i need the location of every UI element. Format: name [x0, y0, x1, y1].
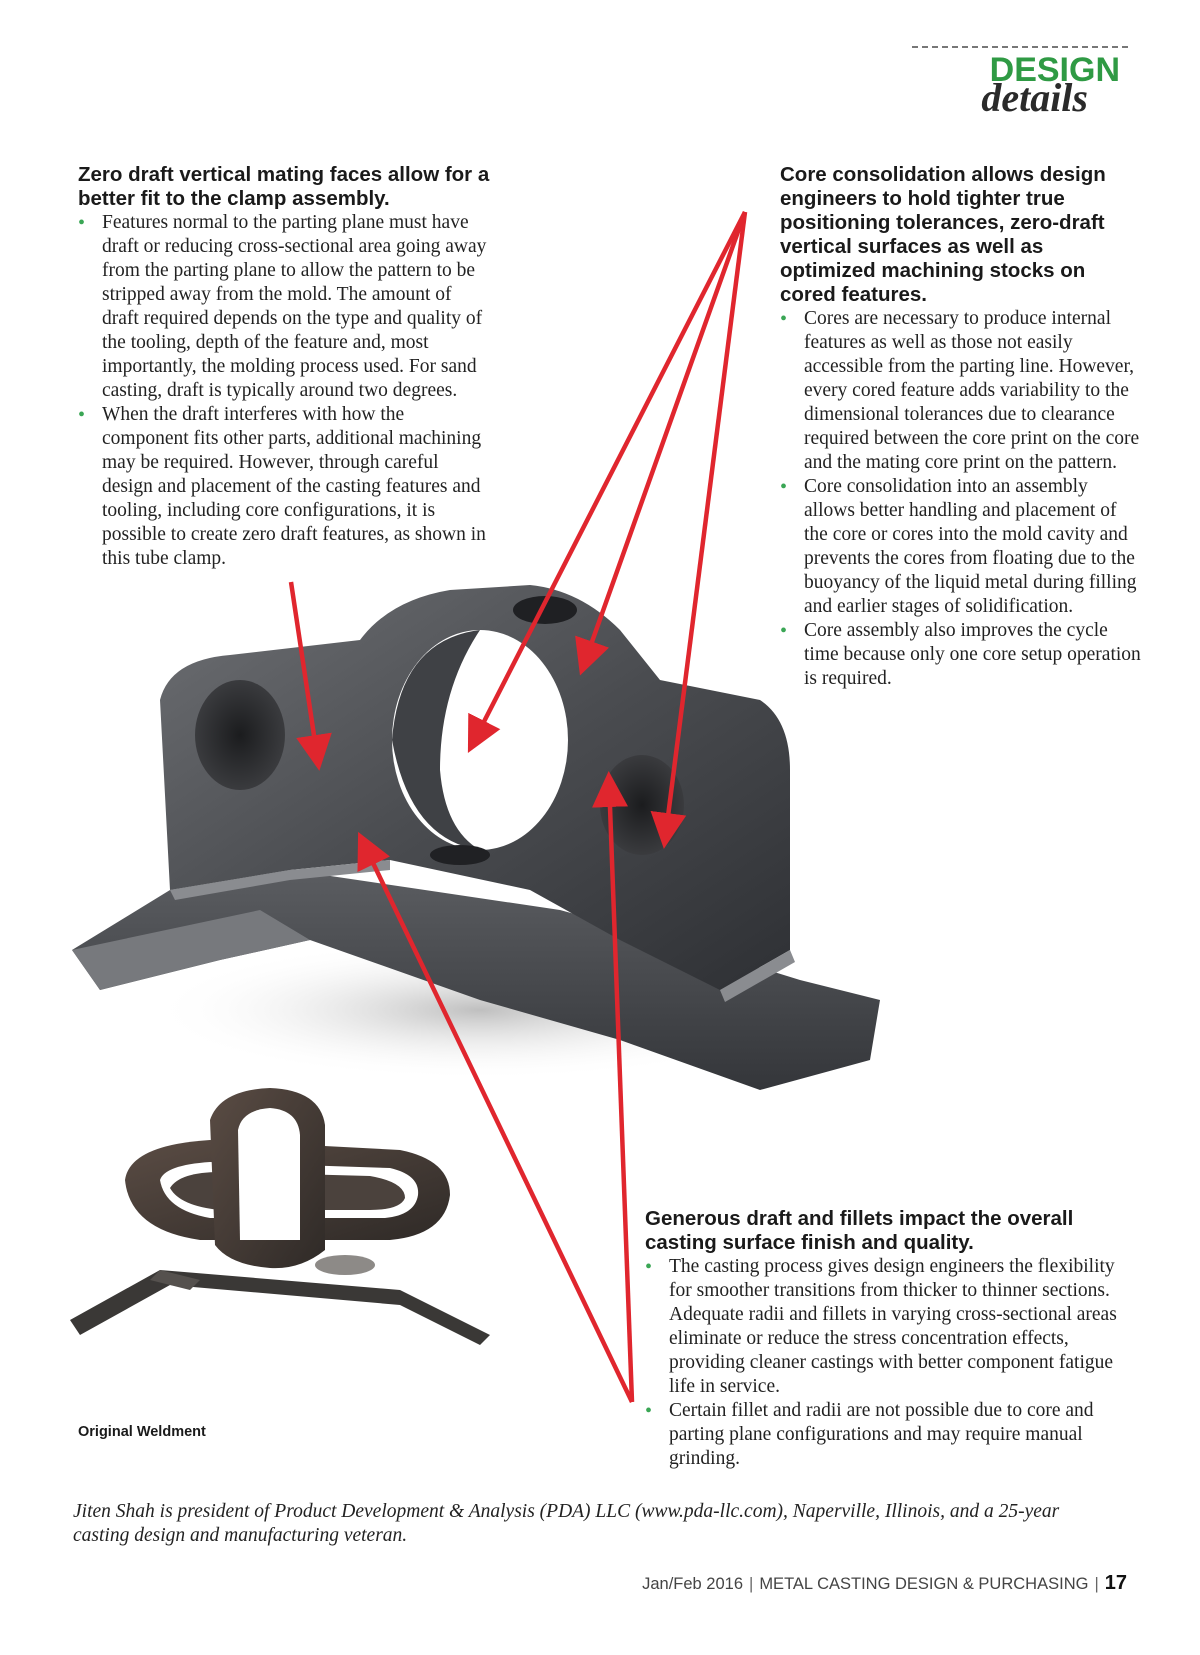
arrow-core-1	[472, 212, 745, 745]
bullet-dot: •	[780, 476, 788, 498]
list-item: • Features normal to the parting plane must have draft or reducing cross-sectional area going away from the parting plane to allow the pattern to be stripped away from the mold. The amount of draft required depends on the type and quality of the tooling, depth of the feature and, most importantly, the molding process used. For sand casting, draft is typically around two degrees.	[78, 212, 487, 401]
weldment-caption: Original Weldment	[78, 1424, 206, 1440]
draft-fillets-section	[645, 1207, 1125, 1471]
core-consolidation-bullets	[780, 307, 1142, 691]
list-item: • Cores are necessary to produce internal features as well as those not easily accessible from the parting line. However, every cored feature adds variability to the dimensional tolerances due to clearance required between the core print on the core and the mating core print on the pattern.	[780, 308, 1140, 473]
arrow-core-3	[665, 212, 745, 840]
core-consolidation-section	[780, 163, 1142, 691]
arrow-core-2	[583, 212, 745, 667]
zero-draft-heading: Zero draft vertical mating faces allow for a better fit to the clamp assembly.	[78, 163, 490, 210]
bullet-dot: •	[78, 404, 86, 426]
list-item: • Core assembly also improves the cycle time because only one core setup operation is required.	[780, 620, 1141, 689]
bullet-dot: •	[645, 1256, 653, 1278]
bullet-dot: •	[780, 620, 788, 642]
bullet-dot: •	[645, 1400, 653, 1422]
footer-separator: |	[749, 1575, 754, 1593]
bullet-dot: •	[780, 308, 788, 330]
list-item: • The casting process gives design engineers the flexibility for smoother transitions from thicker to thinner sections. Adequate radii and fillets in varying cross-sectional areas eliminate or reduce the stress concentration effects, providing cleaner castings with better component fatigue life in service.	[645, 1256, 1117, 1397]
list-item: • When the draft interferes with how the component fits other parts, additional machining may be required. However, through careful design and placement of the casting features and tooling, including core configurations, it is possible to create zero draft features, as shown in this tube clamp.	[78, 404, 486, 569]
section-logo-design: DESIGN	[989, 51, 1120, 89]
author-byline: Jiten Shah is president of Product Development & Analysis (PDA) LLC (www.pda-llc.com), Naperville, Illinois, and a 25-year casting design and manufacturing veteran.	[73, 1501, 1060, 1546]
bullet-dot: •	[78, 212, 86, 234]
section-logo-details: details	[981, 75, 1088, 120]
footer-separator: |	[1094, 1575, 1099, 1593]
footer-issue: Jan/Feb 2016	[642, 1575, 744, 1593]
page-footer	[642, 1572, 1127, 1595]
arrow-zero-draft	[291, 582, 318, 762]
draft-fillets-heading: Generous draft and fillets impact the overall casting surface finish and quality.	[645, 1207, 1074, 1254]
list-item: • Certain fillet and radii are not possible due to core and parting plane configurations and may require manual grinding.	[645, 1400, 1094, 1469]
zero-draft-bullets	[78, 211, 490, 571]
list-item: • Core consolidation into an assembly allows better handling and placement of the core or cores into the mold cavity and prevents the cores from floating due to the buoyancy of the liquid metal during filling and earlier stages of solidification.	[780, 476, 1137, 617]
arrow-fillet-1	[362, 840, 632, 1402]
footer-magazine: METAL CASTING DESIGN & PURCHASING	[759, 1575, 1089, 1593]
page-number: 17	[1104, 1572, 1127, 1594]
core-consolidation-heading: Core consolidation allows design engineers to hold tighter true positioning tolerances, zero-draft vertical surfaces as well as optimized machining stocks on cored features.	[780, 163, 1106, 306]
arrow-fillet-2	[609, 780, 632, 1402]
zero-draft-section	[78, 163, 490, 571]
draft-fillets-bullets	[645, 1255, 1125, 1471]
